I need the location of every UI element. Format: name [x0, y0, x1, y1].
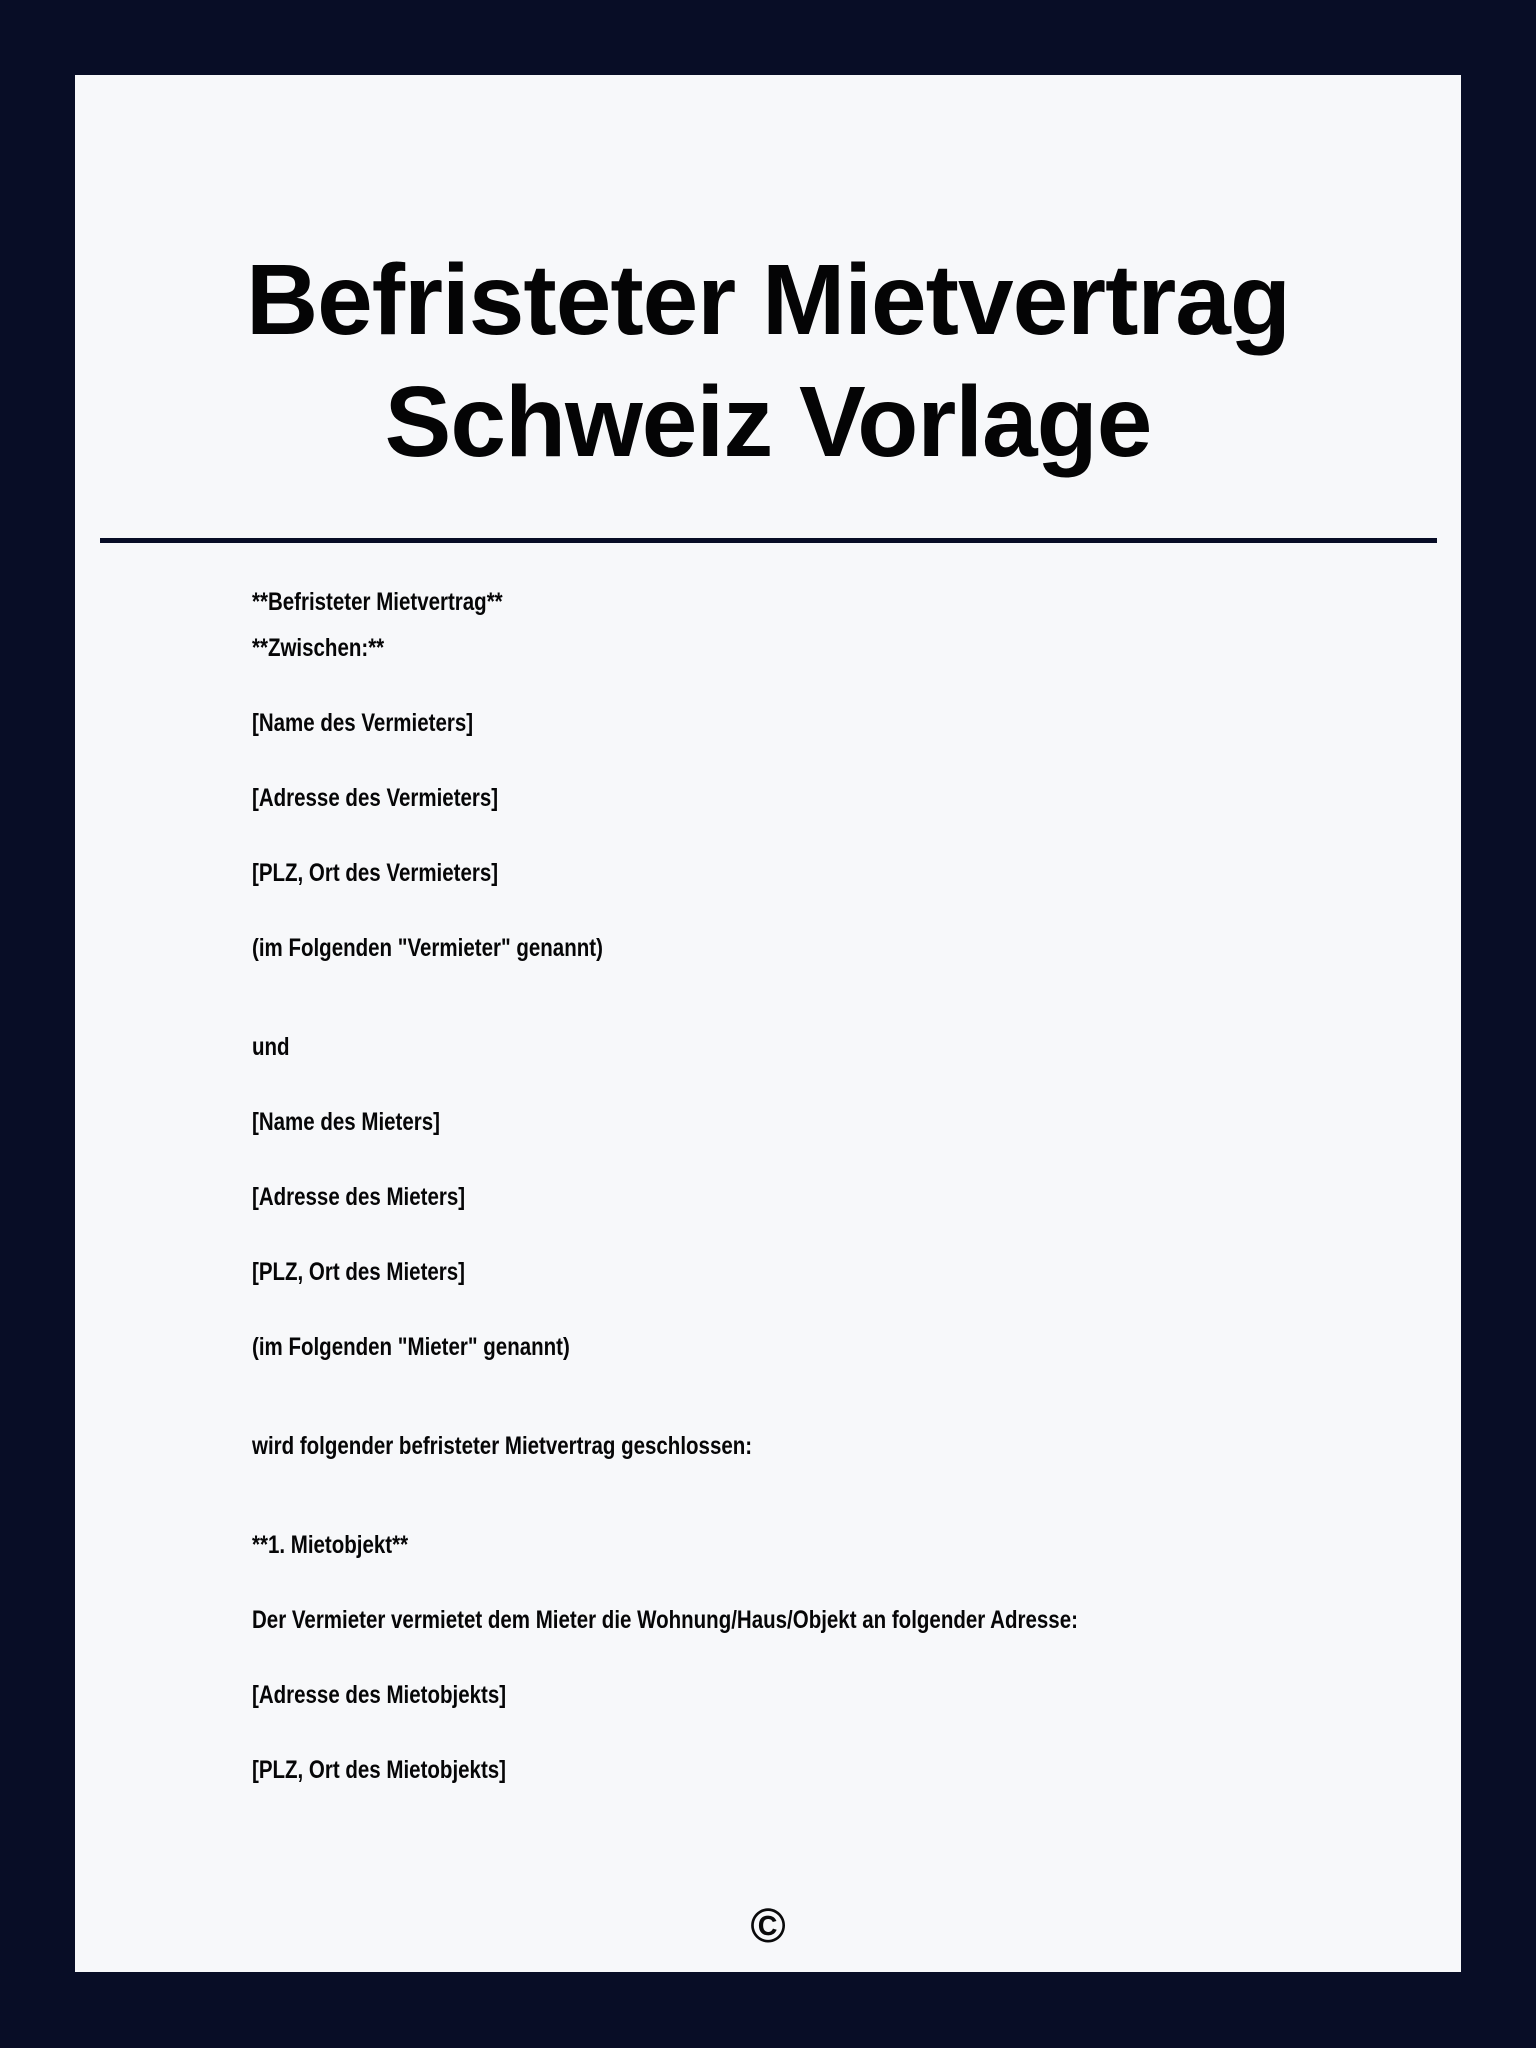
paragraph-line: und [252, 1033, 290, 1061]
paragraph-line: [PLZ, Ort des Vermieters] [252, 859, 499, 887]
paragraph-line: Der Vermieter vermietet dem Mieter die Wohnung/Haus/Objekt an folgender Adresse: [252, 1606, 1078, 1634]
paragraph-line: [Adresse des Mietobjekts] [252, 1681, 507, 1709]
paragraph-line: (im Folgenden "Vermieter" genannt) [252, 934, 603, 962]
paragraph-line: [Name des Vermieters] [252, 709, 474, 737]
title-line-2: Schweiz Vorlage [384, 366, 1152, 478]
paragraph-line: wird folgender befristeter Mietvertrag geschlossen: [252, 1432, 753, 1460]
paragraph-line: [Adresse des Vermieters] [252, 784, 499, 812]
paragraph-line: [Adresse des Mieters] [252, 1183, 466, 1211]
divider-rule [100, 538, 1437, 543]
paragraph-line: **1. Mietobjekt** [252, 1531, 409, 1559]
title-line-1: Befristeter Mietvertrag [245, 244, 1291, 356]
document-page [75, 75, 1461, 1972]
paragraph-line: [PLZ, Ort des Mietobjekts] [252, 1756, 507, 1784]
paragraph-line: **Zwischen:** [252, 634, 385, 662]
paragraph-line: (im Folgenden "Mieter" genannt) [252, 1333, 570, 1361]
paragraph-line: [Name des Mieters] [252, 1108, 440, 1136]
paragraph-line: [PLZ, Ort des Mieters] [252, 1258, 466, 1286]
copyright-symbol: © [750, 1900, 786, 1953]
paragraph-line: **Befristeter Mietvertrag** [252, 588, 503, 616]
document-body [252, 587, 1461, 1785]
page-title [75, 75, 1461, 483]
